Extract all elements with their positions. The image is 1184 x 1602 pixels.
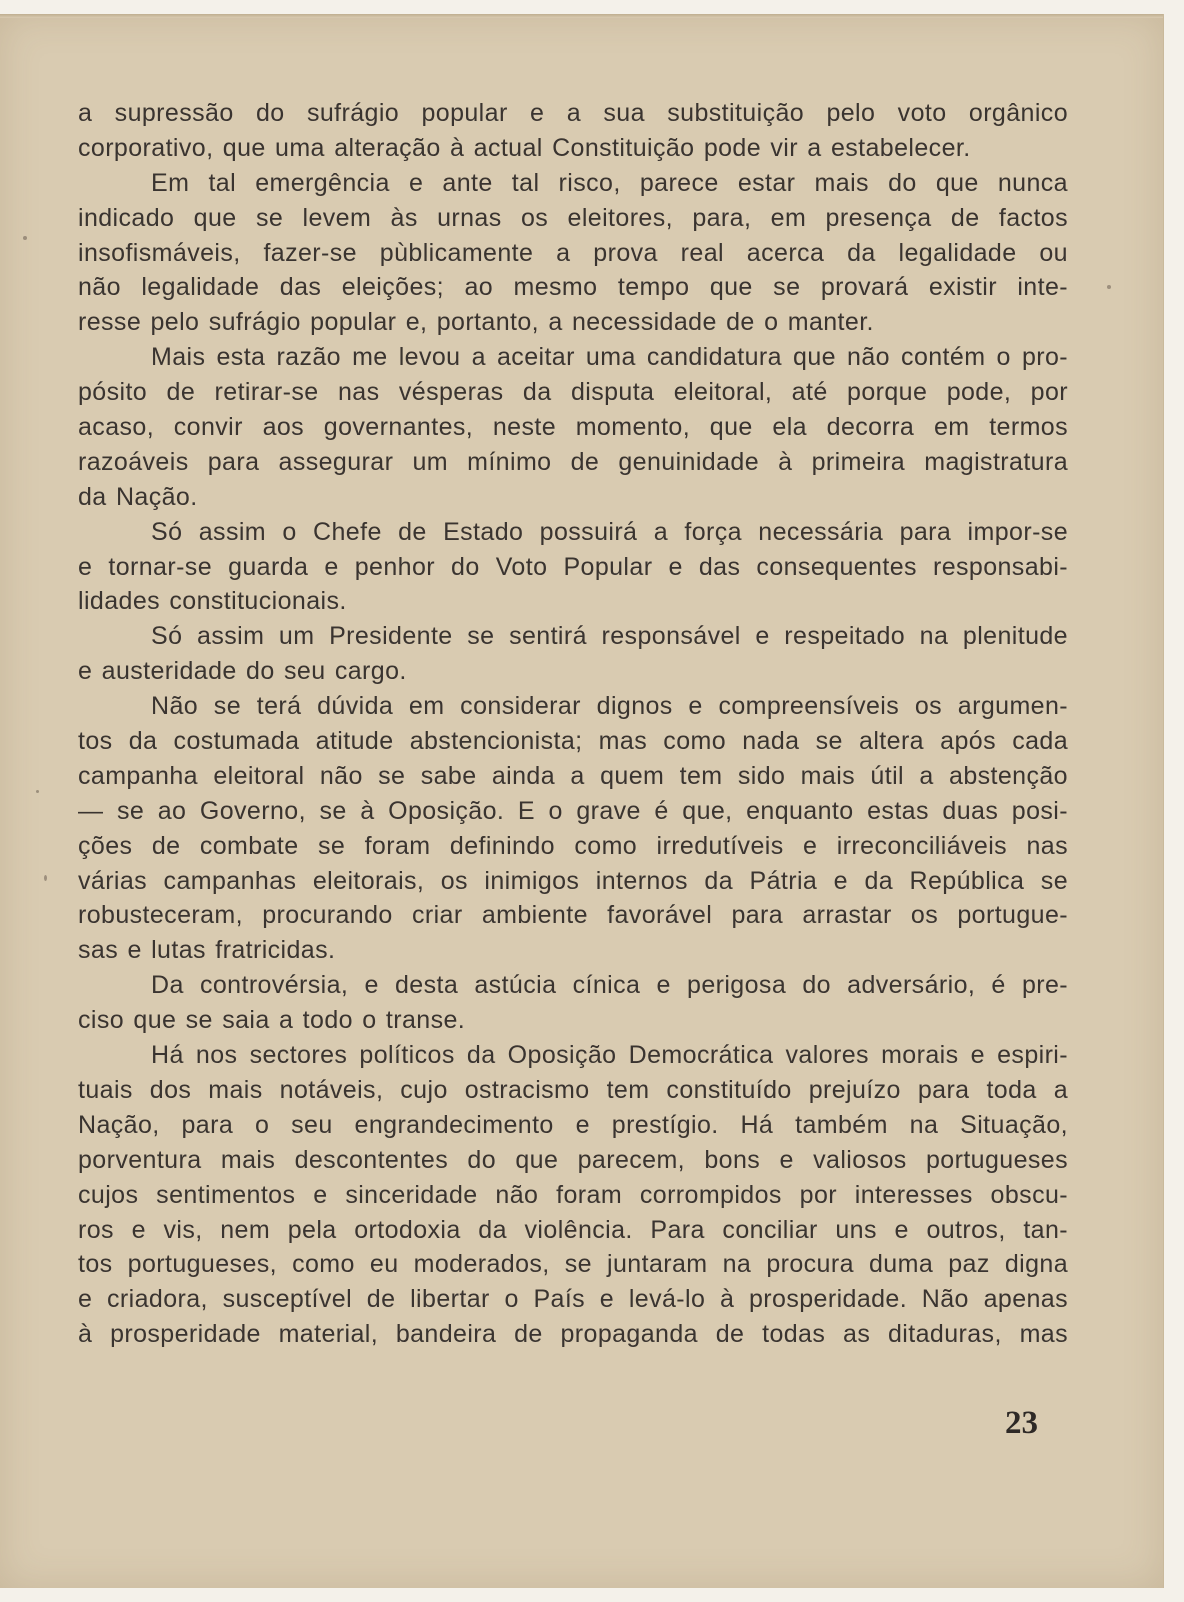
text-line: Não se terá dúvida em considerar dignos e compreensíveis os argumen- (151, 692, 1068, 721)
text-line: Nação, para o seu engrandecimento e prestígio. Há também na Situação, (78, 1110, 1068, 1139)
text-line: e tornar-se guarda e penhor do Voto Popular e das consequentes responsabi- (78, 552, 1068, 581)
text-line: a supressão do sufrágio popular e a sua substituição pelo voto orgânico (78, 99, 1068, 127)
paper-speck (23, 236, 27, 240)
paper-speck (44, 875, 47, 881)
text-line: — se ao Governo, se à Oposição. E o grave é que, enquanto estas duas posi- (78, 796, 1068, 825)
text-line: Em tal emergência e ante tal risco, parece estar mais do que nunca (151, 168, 1068, 197)
text-line: ciso que se saia a todo o transe. (78, 1006, 466, 1035)
text-line: Só assim um Presidente se sentirá responsável e respeitado na plenitude (151, 622, 1068, 651)
text-line: razoáveis para assegurar um mínimo de genuinidade à primeira magistratura (78, 447, 1068, 476)
text-line: à prosperidade material, bandeira de propaganda de todas as ditaduras, mas (78, 1320, 1068, 1349)
text-line: várias campanhas eleitorais, os inimigos internos da Pátria e da República se (78, 866, 1068, 895)
paper-speck (1107, 285, 1111, 289)
text-line: corporativo, que uma alteração à actual Constituição pode vir a estabelecer. (78, 133, 971, 162)
text-line: não legalidade das eleições; ao mesmo tempo que se provará existir inte- (78, 273, 1068, 302)
text-line: resse pelo sufrágio popular e, portanto, a necessidade de o manter. (78, 308, 874, 337)
text-line: tuais dos mais notáveis, cujo ostracismo tem constituído prejuízo para toda a (78, 1075, 1068, 1104)
text-line: Da controvérsia, e desta astúcia cínica e perigosa do adversário, é pre- (151, 971, 1068, 1000)
text-line: lidades constitucionais. (78, 587, 347, 616)
text-line: campanha eleitoral não se sabe ainda a quem tem sido mais útil a abstenção (78, 761, 1068, 790)
paper-speck (36, 790, 39, 793)
text-line: ros e vis, nem pela ortodoxia da violência. Para conciliar uns e outros, tan- (78, 1215, 1068, 1244)
body-text (78, 96, 1068, 1352)
text-line: e criadora, susceptível de libertar o País e levá-lo à prosperidade. Não apenas (78, 1285, 1068, 1314)
text-line: e austeridade do seu cargo. (78, 657, 407, 686)
text-line: indicado que se levem às urnas os eleitores, para, em presença de factos (78, 203, 1068, 232)
text-line: robusteceram, procurando criar ambiente favorável para arrastar os portugue- (78, 901, 1068, 930)
text-line: Mais esta razão me levou a aceitar uma candidatura que não contém o pro- (151, 343, 1068, 372)
text-line: sas e lutas fratricidas. (78, 936, 336, 965)
text-line: insofismáveis, fazer-se pùblicamente a prova real acerca da legalidade ou (78, 238, 1068, 267)
text-line: porventura mais descontentes do que parecem, bons e valiosos portugueses (78, 1145, 1068, 1174)
text-line: ções de combate se foram definindo como irredutíveis e irreconciliáveis nas (78, 831, 1068, 860)
page-top-edge (0, 14, 1163, 18)
text-line: acaso, convir aos governantes, neste momento, que ela decorra em termos (78, 413, 1068, 442)
text-line: Há nos sectores políticos da Oposição Democrática valores morais e espiri- (151, 1041, 1068, 1070)
text-line: da Nação. (78, 482, 198, 511)
page-number: 23 (1005, 1405, 1038, 1441)
text-line: pósito de retirar-se nas vésperas da disputa eleitoral, até porque pode, por (78, 378, 1068, 407)
text-line: cujos sentimentos e sinceridade não foram corrompidos por interesses obscu- (78, 1180, 1068, 1209)
text-line: tos portugueses, como eu moderados, se juntaram na procura duma paz digna (78, 1250, 1068, 1279)
text-line: tos da costumada atitude abstencionista; mas como nada se altera após cada (78, 727, 1068, 756)
text-line: Só assim o Chefe de Estado possuirá a força necessária para impor-se (151, 517, 1068, 546)
